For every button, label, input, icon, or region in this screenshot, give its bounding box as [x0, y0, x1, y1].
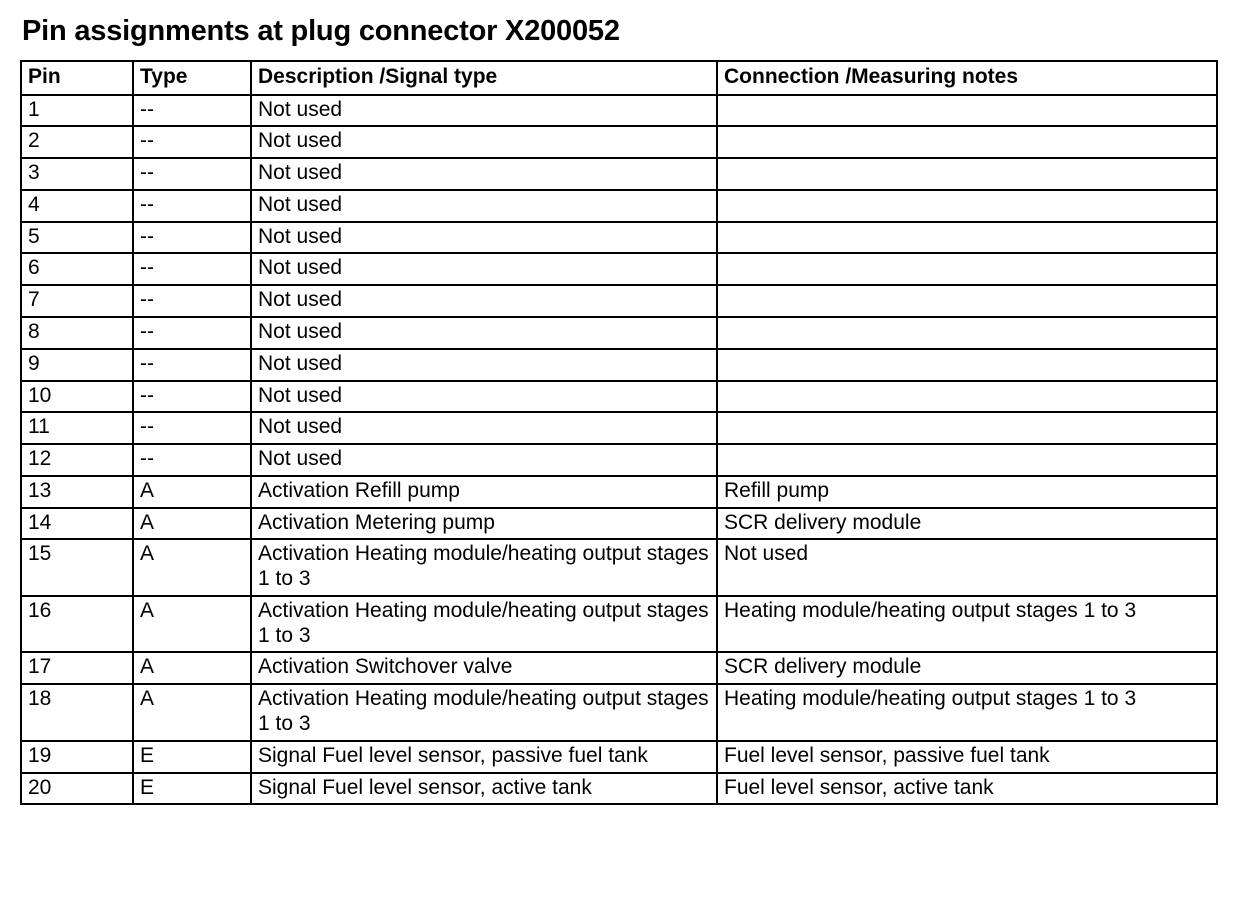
- table-row: [21, 596, 1217, 653]
- table-row: [21, 158, 1217, 190]
- table-row: [21, 126, 1217, 158]
- cell-description: Activation Heating module/heating output stages 1 to 3: [251, 684, 717, 741]
- cell-type: E: [133, 741, 251, 773]
- cell-type: --: [133, 126, 251, 158]
- table-row: [21, 381, 1217, 413]
- cell-type: A: [133, 596, 251, 653]
- cell-pin: 20: [21, 773, 133, 805]
- cell-connection: SCR delivery module: [717, 652, 1217, 684]
- table-row: [21, 222, 1217, 254]
- table-row: [21, 253, 1217, 285]
- cell-connection: [717, 444, 1217, 476]
- cell-pin: 17: [21, 652, 133, 684]
- cell-description: Not used: [251, 222, 717, 254]
- cell-pin: 9: [21, 349, 133, 381]
- cell-description: Activation Heating module/heating output stages 1 to 3: [251, 539, 717, 596]
- cell-description: Activation Heating module/heating output stages 1 to 3: [251, 596, 717, 653]
- table-row: [21, 190, 1217, 222]
- cell-description: Not used: [251, 381, 717, 413]
- cell-pin: 11: [21, 412, 133, 444]
- cell-pin: 12: [21, 444, 133, 476]
- table-row: [21, 476, 1217, 508]
- cell-connection: Heating module/heating output stages 1 to 3: [717, 684, 1217, 741]
- cell-connection: Fuel level sensor, passive fuel tank: [717, 741, 1217, 773]
- cell-type: --: [133, 444, 251, 476]
- cell-pin: 4: [21, 190, 133, 222]
- table-row: [21, 412, 1217, 444]
- table-row: [21, 349, 1217, 381]
- cell-description: Not used: [251, 349, 717, 381]
- cell-description: Not used: [251, 95, 717, 127]
- table-header: [21, 61, 1217, 95]
- cell-description: Not used: [251, 412, 717, 444]
- cell-type: --: [133, 222, 251, 254]
- cell-connection: [717, 190, 1217, 222]
- cell-connection: [717, 126, 1217, 158]
- table-header-row: [21, 61, 1217, 95]
- cell-pin: 3: [21, 158, 133, 190]
- cell-description: Activation Refill pump: [251, 476, 717, 508]
- cell-pin: 13: [21, 476, 133, 508]
- cell-type: E: [133, 773, 251, 805]
- cell-pin: 14: [21, 508, 133, 540]
- cell-description: Not used: [251, 158, 717, 190]
- table-row: [21, 652, 1217, 684]
- cell-type: --: [133, 95, 251, 127]
- pin-assignment-table: [20, 60, 1218, 805]
- page-title: Pin assignments at plug connector X200052: [22, 15, 620, 47]
- cell-connection: SCR delivery module: [717, 508, 1217, 540]
- cell-type: A: [133, 539, 251, 596]
- cell-pin: 2: [21, 126, 133, 158]
- cell-description: Activation Switchover valve: [251, 652, 717, 684]
- cell-connection: [717, 317, 1217, 349]
- column-header-connection: Connection /Measuring notes: [717, 61, 1217, 95]
- cell-connection: [717, 158, 1217, 190]
- cell-type: A: [133, 476, 251, 508]
- cell-pin: 10: [21, 381, 133, 413]
- cell-type: --: [133, 158, 251, 190]
- cell-connection: [717, 253, 1217, 285]
- cell-pin: 1: [21, 95, 133, 127]
- table-row: [21, 741, 1217, 773]
- cell-pin: 7: [21, 285, 133, 317]
- table-row: [21, 539, 1217, 596]
- cell-type: --: [133, 253, 251, 285]
- cell-description: Not used: [251, 285, 717, 317]
- cell-pin: 18: [21, 684, 133, 741]
- table-row: [21, 317, 1217, 349]
- table-body: [21, 95, 1217, 805]
- table-row: [21, 684, 1217, 741]
- cell-type: A: [133, 508, 251, 540]
- cell-connection: [717, 285, 1217, 317]
- cell-connection: Heating module/heating output stages 1 to 3: [717, 596, 1217, 653]
- cell-connection: Not used: [717, 539, 1217, 596]
- column-header-pin: Pin: [21, 61, 133, 95]
- cell-type: --: [133, 190, 251, 222]
- cell-type: A: [133, 684, 251, 741]
- cell-type: A: [133, 652, 251, 684]
- table-row: [21, 95, 1217, 127]
- cell-description: Not used: [251, 126, 717, 158]
- cell-type: --: [133, 381, 251, 413]
- cell-type: --: [133, 285, 251, 317]
- cell-connection: [717, 349, 1217, 381]
- cell-pin: 16: [21, 596, 133, 653]
- cell-pin: 6: [21, 253, 133, 285]
- cell-connection: Refill pump: [717, 476, 1217, 508]
- cell-description: Not used: [251, 253, 717, 285]
- cell-description: Not used: [251, 190, 717, 222]
- column-header-description: Description /Signal type: [251, 61, 717, 95]
- cell-pin: 19: [21, 741, 133, 773]
- cell-type: --: [133, 349, 251, 381]
- cell-pin: 8: [21, 317, 133, 349]
- cell-connection: [717, 95, 1217, 127]
- cell-description: Signal Fuel level sensor, passive fuel tank: [251, 741, 717, 773]
- table-row: [21, 508, 1217, 540]
- cell-connection: [717, 412, 1217, 444]
- cell-description: Activation Metering pump: [251, 508, 717, 540]
- cell-pin: 5: [21, 222, 133, 254]
- cell-pin: 15: [21, 539, 133, 596]
- cell-description: Not used: [251, 444, 717, 476]
- cell-type: --: [133, 317, 251, 349]
- table-row: [21, 285, 1217, 317]
- table-row: [21, 444, 1217, 476]
- cell-description: Not used: [251, 317, 717, 349]
- cell-connection: [717, 381, 1217, 413]
- cell-connection: Fuel level sensor, active tank: [717, 773, 1217, 805]
- column-header-type: Type: [133, 61, 251, 95]
- cell-type: --: [133, 412, 251, 444]
- table-row: [21, 773, 1217, 805]
- cell-connection: [717, 222, 1217, 254]
- cell-description: Signal Fuel level sensor, active tank: [251, 773, 717, 805]
